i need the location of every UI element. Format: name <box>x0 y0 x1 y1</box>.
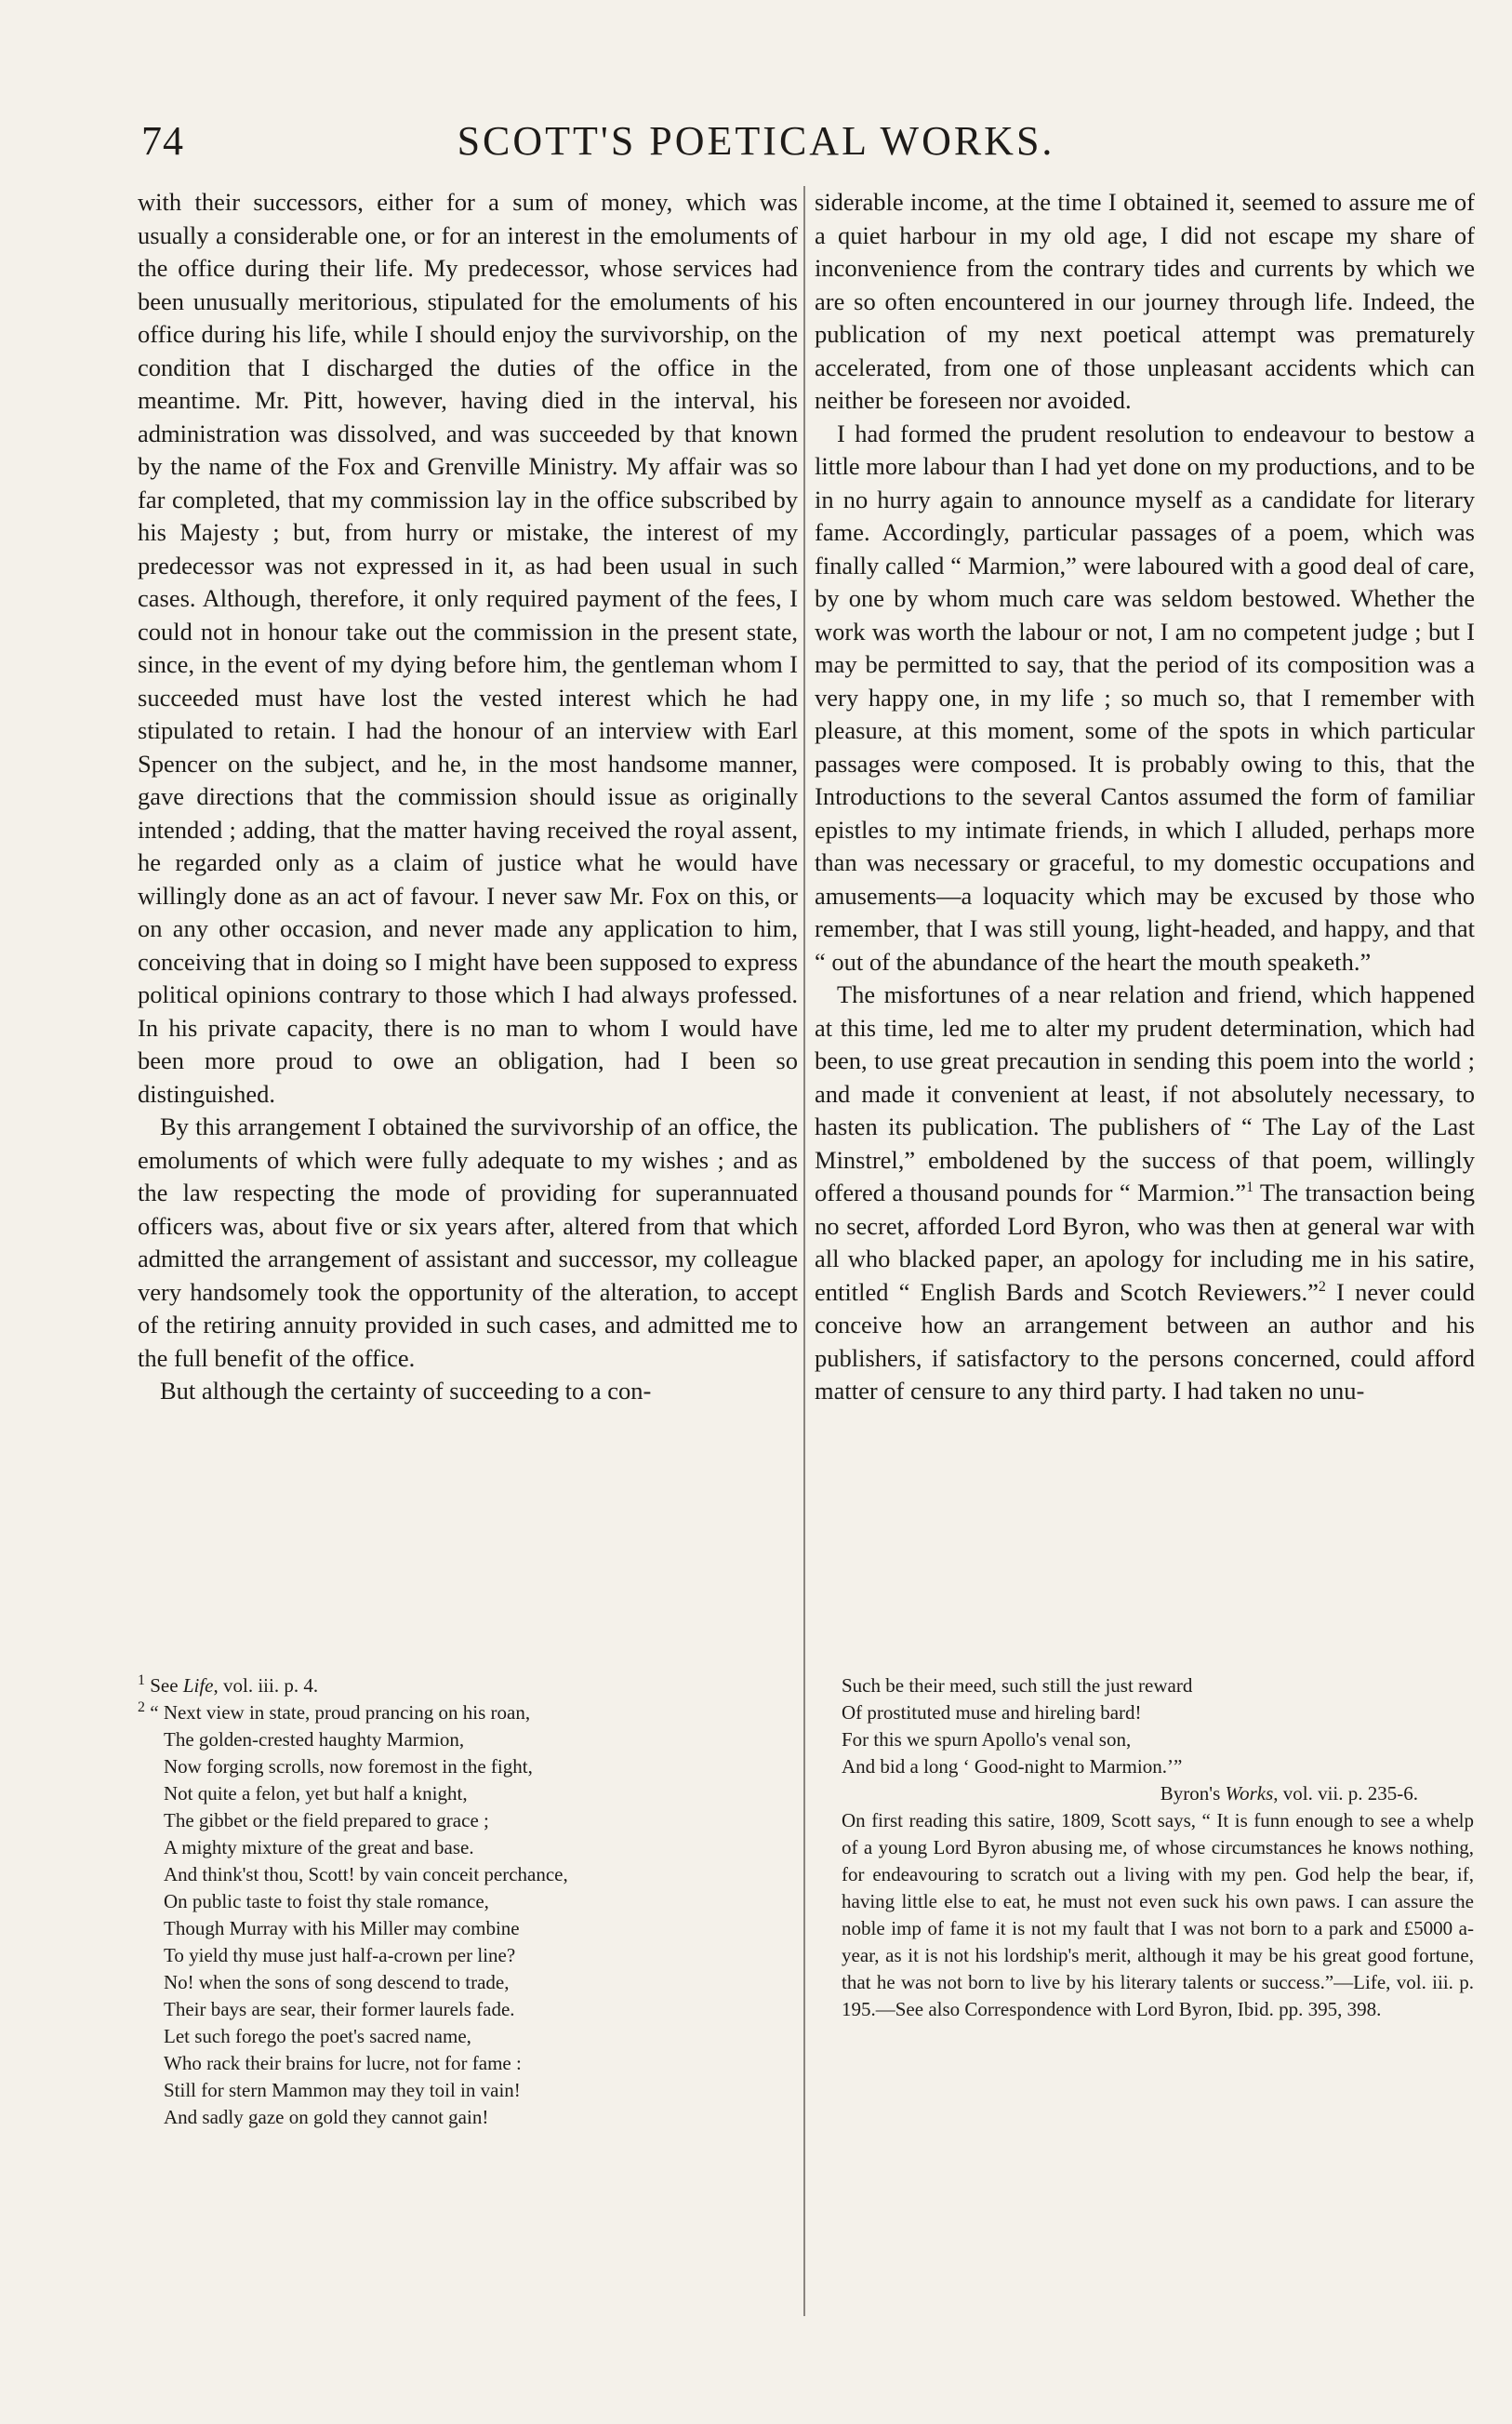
verse-line: To yield thy muse just half-a-crown per line? <box>164 1944 516 1966</box>
page-header <box>0 117 1512 173</box>
column-divider <box>803 186 805 2316</box>
running-title: SCOTT'S POETICAL WORKS. <box>457 118 1055 164</box>
verse-line: Let such forego the poet's sacred name, <box>164 2025 471 2047</box>
verse-line: The golden-crested haughty Marmion, <box>164 1728 465 1751</box>
paragraph: But although the certainty of succeeding to a con- <box>160 1377 652 1405</box>
verse-line: The gibbet or the field prepared to grace ; <box>164 1809 489 1831</box>
paragraph: The misfortunes of a near relation and friend, which happened at this time, led me to alter my prudent determination, which had been, to use great precaution in sending this poem into the world ; and made it convenient at least, if not absolutely necessary, to hasten its publication. The publishers of “ The Lay of the Last Minstrel,” emboldened by the success of that poem, willingly offered a thousand pounds for “ Marmion.”$^1$ The transaction being no secret, afforded Lord Byron, who was then at general war with all who blacked paper, an apology for including me in his satire, entitled “ English Bards and Scotch Reviewers.”$^2$ I never could conceive how an arrangement between an author and his publishers, if satisfactory to the persons concerned, could afford matter of censure to any third party. I had taken no unu- <box>815 980 1475 1405</box>
paragraph: By this arrangement I obtained the survivorship of an office, the emoluments of which were fully adequate to my wishes ; and as the law respecting the mode of providing for superannuated officers was, about five or six years after, altered from that which admitted the arrangement of assistant and successor, my colleague very handsomely took the opportunity of the alteration, to accept of the retiring annuity provided in such cases, and admitted me to the full benefit of the office. <box>138 1112 798 1372</box>
verse-line: Who rack their brains for lucre, not for fame : <box>164 2052 522 2074</box>
verse-line: Of prostituted muse and hireling bard! <box>842 1701 1142 1724</box>
footnote-2: $^2$ “ Next view in state, proud prancing on his roan, <box>138 1699 531 1724</box>
paragraph: with their successors, either for a sum of money, which was usually a considerable one, or for an interest in the emoluments of the office during their life. My predecessor, whose services had been unusually meritorious, stipulated for the emoluments of his office during his life, while I should enjoy the survivorship, on the condition that I discharged the duties of the office in the meantime. Mr. Pitt, however, having died in the interval, his administration was dissolved, and was succeeded by that known by the name of the Fox and Grenville Ministry. My affair was so far completed, that my commission lay in the office subscribed by his Majesty ; but, from hurry or mistake, the interest of my predecessor was not expressed in it, as had been usual in such cases. Although, therefore, it only required payment of the fees, I could not in honour take out the commission in the present state, since, in the event of my dying before him, the gentleman whom I succeeded must have lost the vested interest which he had stipulated to retain. I had the honour of an interview with Earl Spencer on the subject, and he, in the most handsome manner, gave directions that the commission should issue as originally intended ; adding, that the matter having received the royal assent, he regarded only as a claim of justice what he would have willingly done as an act of favour. I never saw Mr. Fox on this, or on any other occasion, and never made any application to him, conceiving that in doing so I might have been supposed to express political opinions contrary to those which I had always professed. In his private capacity, there is no man to whom I would have been more proud to owe an obligation, had I been so distinguished. <box>138 188 798 1108</box>
verse-line: No! when the sons of song descend to trade, <box>164 1971 510 1993</box>
paragraph: siderable income, at the time I obtained it, seemed to assure me of a quiet harbour in my old age, I did not escape my share of inconvenience from the contrary tides and currents by which we are so often encountered in our journey through life. Indeed, the publication of my next poetical attempt was prematurely accelerated, from one of those unpleasant accidents which can neither be foreseen nor avoided. <box>815 188 1475 414</box>
verse-line: And think'st thou, Scott! by vain conceit perchance, <box>164 1863 568 1885</box>
footnotes-left <box>138 1672 789 2131</box>
verse-line: Now forging scrolls, now foremost in the fight, <box>164 1755 533 1778</box>
verse-line: Though Murray with his Miller may combine <box>164 1917 520 1939</box>
verse-line: Their bays are sear, their former laurels fade. <box>164 1998 515 2020</box>
verse-attribution: Byron's Works, vol. vii. p. 235-6. <box>1160 1782 1418 1805</box>
verse-line: Such be their meed, such still the just reward <box>842 1674 1193 1697</box>
footnotes-right <box>842 1672 1474 2023</box>
page-number: 74 <box>141 118 184 164</box>
footnote-commentary: On first reading this satire, 1809, Scott says, “ It is funn enough to see a whelp of a young Lord Byron abusing me, of whose circumstances he knows nothing, for endeavouring to scratch out a living with my pen. God help the bear, if, having little else to eat, he must not even suck his own paws. I can assure the noble imp of fame it is not my fault that I was not born to a park and £5000 a-year, as it is not his lordship's merit, although it may be his great good fortune, that he was not born to live by his literary talents or success.”—Life, vol. iii. p. 195.—See also Correspondence with Lord Byron, Ibid. pp. 395, 398. <box>842 1809 1474 2020</box>
right-column <box>815 186 1475 1408</box>
paragraph: I had formed the prudent resolution to endeavour to bestow a little more labour than I had yet done on my productions, and to be in no hurry again to announce myself as a candidate for literary fame. Accordingly, particular passages of a poem, which was finally called “ Marmion,” were laboured with a good deal of care, by one by whom much care was seldom bestowed. Whether the work was worth the labour or not, I am no competent judge ; but I may be permitted to say, that the period of its composition was a very happy one, in my life ; so much so, that I remember with pleasure, at this moment, some of the spots in which particular passages were composed. It is probably owing to this, that the Introductions to the several Cantos assumed the form of familiar epistles to my intimate friends, in which I alluded, perhaps more than was necessary or graceful, to my domestic occupations and amusements—a loquacity which may be excused by those who remember, that I was still young, light-headed, and happy, and that “ out of the abundance of the heart the mouth speaketh.” <box>815 419 1475 976</box>
verse-line: For this we spurn Apollo's venal son, <box>842 1728 1132 1751</box>
footnote-ref-1[interactable]: 1 <box>1245 1179 1253 1196</box>
verse-line: On public taste to foist thy stale romance, <box>164 1890 489 1912</box>
footnote-ref-2[interactable]: 2 <box>1318 1278 1326 1295</box>
left-column <box>138 186 798 1408</box>
verse-line: Still for stern Mammon may they toil in vain! <box>164 2079 521 2101</box>
verse-line: And bid a long ‘ Good-night to Marmion.’” <box>842 1755 1183 1778</box>
footnote-1: $^1$ See Life, vol. iii. p. 4. <box>138 1672 319 1697</box>
verse-block <box>842 1672 1474 1780</box>
verse-block <box>164 1726 789 2131</box>
verse-line: A mighty mixture of the great and base. <box>164 1836 474 1858</box>
verse-line: And sadly gaze on gold they cannot gain! <box>164 2106 489 2128</box>
verse-line: Not quite a felon, yet but half a knight, <box>164 1782 468 1805</box>
